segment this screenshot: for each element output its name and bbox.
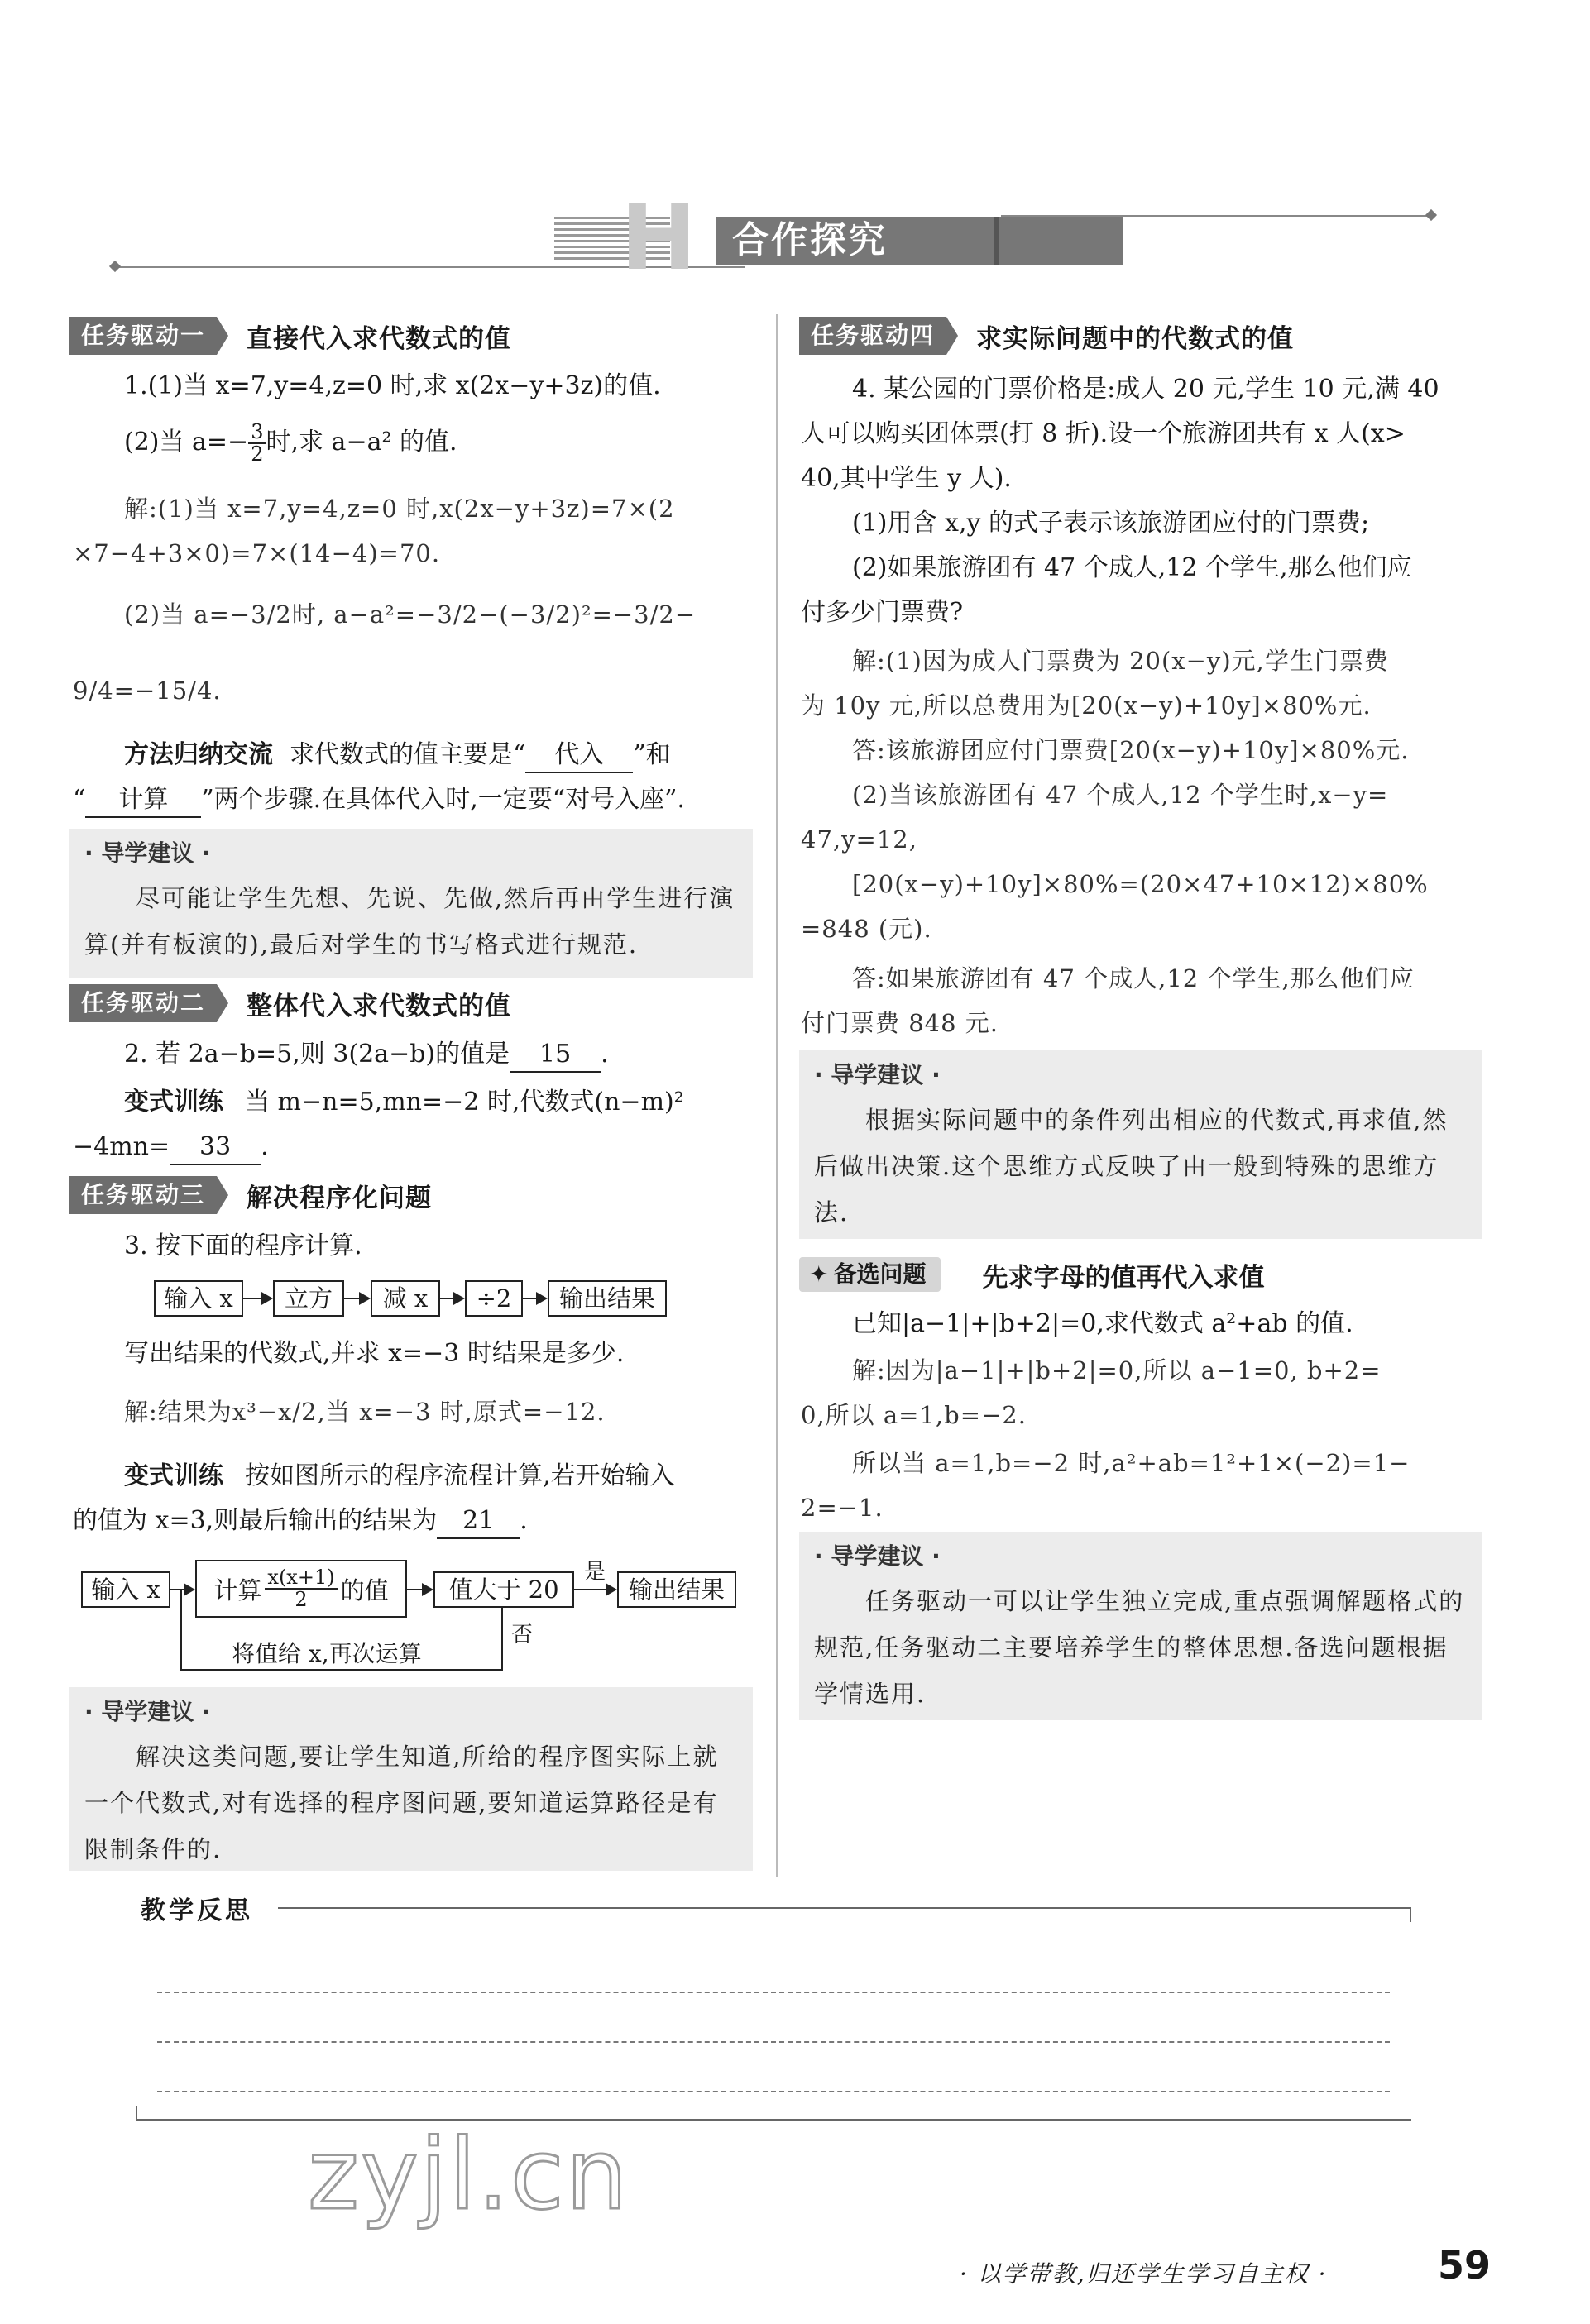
hint-title: · 导学建议 · — [814, 1542, 941, 1570]
banner-title: 合作探究 — [716, 217, 1123, 265]
task3-tag: 任务驱动三 — [69, 1176, 217, 1214]
task4-tag: 任务驱动四 — [799, 317, 946, 355]
task4-q-line2: 人可以购买团体票(打 8 折).设一个旅游团共有 x 人(x> — [801, 419, 1406, 448]
blank-answer: 21 — [437, 1504, 520, 1539]
reflection-left-tick — [136, 2106, 137, 2121]
task3-solution: 解:结果为x³−x/2,当 x=−3 时,原式=−12. — [124, 1398, 606, 1426]
task4-sol-line8: 答:如果旅游团有 47 个成人,12 个学生,那么他们应 — [852, 964, 1415, 992]
task1-title: 直接代入求代数式的值 — [247, 323, 512, 354]
task2-tag: 任务驱动二 — [69, 984, 217, 1022]
method-label: 方法归纳交流 — [124, 740, 273, 769]
flow2-loop-label: 将值给 x,再次运算 — [232, 1640, 422, 1667]
task2-q-text: 2. 若 2a−b=5,则 3(2a−b)的值是 — [124, 1040, 510, 1069]
hint-title: · 导学建议 · — [814, 1061, 941, 1088]
task4-sol-line1: 解:(1)因为成人门票费为 20(x−y)元,学生门票费 — [852, 647, 1389, 675]
extra-sol-line4: 2=−1. — [801, 1494, 884, 1522]
flow2-calc — [195, 1560, 407, 1618]
task1-tag: 任务驱动一 — [69, 317, 217, 355]
frac-den: 2 — [251, 442, 264, 466]
extra-tag-label: 备选问题 — [833, 1260, 927, 1288]
reflection-dashed-line — [157, 2091, 1390, 2092]
task1-hint-box — [69, 829, 753, 978]
task2-question: 2. 若 2a−b=5,则 3(2a−b)的值是 15 . — [124, 1032, 609, 1077]
task1-q2-frac — [248, 419, 266, 466]
flow-box-input: 输入 x — [154, 1280, 243, 1317]
extra-tag — [799, 1257, 941, 1292]
extra-question: 已知|a−1|+|b+2|=0,求代数式 a²+ab 的值. — [852, 1309, 1353, 1338]
footer-slogan: · 以学带教,归还学生学习自主权 · — [960, 2260, 1328, 2288]
task2-variation-line2: −4mn= 33 . — [73, 1125, 269, 1169]
task4-q-line6: 付多少门票费? — [801, 598, 964, 627]
extra-title: 先求字母的值再代入求值 — [982, 1262, 1265, 1293]
task1-q1: 1.(1)当 x=7,y=4,z=0 时,求 x(2x−y+3z)的值. — [124, 371, 661, 400]
hint-text: 任务驱动一可以让学生独立完成,重点强调解题格式的规范,任务驱动二主要培养学生的整体思想.备选问题根据学情选用. — [814, 1587, 1465, 1708]
variation-text: 的值为 x=3,则最后输出的结果为 — [73, 1506, 438, 1535]
task3-variation-line2: 的值为 x=3,则最后输出的结果为 21 . — [73, 1499, 528, 1543]
extra-sol-line3: 所以当 a=1,b=−2 时,a²+ab=1²+1×(−2)=1− — [852, 1449, 1410, 1477]
reflection-label: 教学反思 — [141, 1896, 253, 1925]
task1-q2-post: 时,求 a−a² 的值. — [266, 428, 457, 457]
reflection-dashed-line — [157, 1992, 1390, 1993]
task1-method — [124, 733, 761, 777]
tag-arrow-icon — [217, 984, 228, 1022]
variation-label: 变式训练 — [124, 1088, 223, 1117]
reflection-top-line — [278, 1907, 1411, 1909]
task1-q2-pre: (2)当 a=− — [124, 428, 249, 457]
blank-answer: 33 — [170, 1131, 261, 1165]
flow2-calc-post: 的值 — [340, 1576, 389, 1604]
task4-q-line3: 40,其中学生 y 人). — [801, 464, 1012, 493]
page-number: 59 — [1438, 2243, 1492, 2288]
flow2-calc-pre: 计算 — [213, 1576, 262, 1604]
flow2-loop-down — [501, 1606, 503, 1671]
task1-method-line2 — [73, 777, 685, 822]
task3-variation — [124, 1454, 675, 1499]
column-divider — [776, 314, 778, 1877]
hint-title: · 导学建议 · — [84, 1698, 211, 1725]
extra-header — [799, 1255, 1264, 1294]
hint-text: 解决这类问题,要让学生知道,所给的程序图实际上就一个代数式,对有选择的程序图问题,要知道运算路径是有限制条件的. — [84, 1743, 719, 1863]
extra-sol-line2: 0,所以 a=1,b=−2. — [801, 1401, 1027, 1429]
task1-header — [69, 317, 511, 355]
task1-q2 — [124, 420, 457, 465]
blank-answer: 15 — [510, 1038, 601, 1073]
flow-box-cube: 立方 — [273, 1280, 344, 1317]
task4-q-line4: (1)用含 x,y 的式子表示该旅游团应付的门票费; — [852, 509, 1370, 538]
flow2-no: 否 — [511, 1623, 534, 1647]
blank-answer: 计算 — [85, 783, 201, 818]
task1-sol-1b: ×7−4+3×0)=7×(14−4)=70. — [73, 539, 441, 567]
variation-text: 当 m−n=5,mn=−2 时,代数式(n−m)² — [245, 1088, 684, 1117]
extra-hint-box — [799, 1532, 1482, 1720]
flow-arrow — [242, 1298, 271, 1299]
flow-arrow — [405, 1589, 432, 1590]
banner-dot-right — [1425, 209, 1437, 221]
flow-box-output: 输出结果 — [548, 1280, 667, 1317]
extra-sol-line1: 解:因为|a−1|+|b+2|=0,所以 a−1=0, b+2= — [852, 1356, 1382, 1384]
task4-sol-line5: 47,y=12, — [801, 825, 917, 854]
task3-question: 3. 按下面的程序计算. — [124, 1231, 362, 1260]
flow-arrow — [438, 1298, 463, 1299]
tag-arrow-icon — [217, 317, 228, 355]
variation-text: 按如图所示的程序流程计算,若开始输入 — [245, 1461, 675, 1490]
task4-header — [799, 317, 1294, 355]
task3-question-after: 写出结果的代数式,并求 x=−3 时结果是多少. — [124, 1339, 625, 1368]
method-text: “ — [73, 785, 86, 814]
task4-sol-line4: (2)当该旅游团有 47 个成人,12 个学生时,x−y= — [852, 781, 1389, 809]
flow2-input: 输入 x — [81, 1571, 170, 1608]
flow2-output: 输出结果 — [617, 1571, 736, 1608]
task4-sol-line6: [20(x−y)+10y]×80%=(20×47+10×12)×80% — [852, 870, 1429, 898]
task4-q-line5: (2)如果旅游团有 47 个成人,12 个学生,那么他们应 — [852, 553, 1412, 582]
tag-arrow-icon — [946, 317, 958, 355]
hint-text: 尽可能让学生先想、先说、先做,然后再由学生进行演算(并有板演的),最后对学生的书写格式进行规范. — [84, 884, 735, 959]
flow-box-divide: ÷2 — [465, 1280, 523, 1317]
reflection-right-tick — [1410, 1907, 1411, 1922]
method-text: ”两个步骤.在具体代入时,一定要“对号入座”. — [201, 785, 685, 814]
task1-sol-2b: 9/4=−15/4. — [73, 677, 222, 705]
banner-dot-left — [109, 261, 121, 272]
variation-label: 变式训练 — [124, 1461, 223, 1490]
task1-sol-1: 解:(1)当 x=7,y=4,z=0 时,x(2x−y+3z)=7×(2 — [124, 495, 675, 523]
section-banner — [116, 184, 1439, 290]
reflection-dashed-line — [157, 2041, 1390, 2043]
tag-arrow-icon — [217, 1176, 228, 1214]
footer-watermark: zyjl.cn — [308, 2117, 630, 2231]
frac-num: 3 — [248, 422, 266, 444]
flow-box-minus: 减 x — [371, 1280, 440, 1317]
task2-header — [69, 984, 511, 1022]
blank-answer: 代入 — [525, 739, 633, 773]
frac-num: x(x+1) — [265, 1567, 337, 1590]
task2-title: 整体代入求代数式的值 — [247, 991, 512, 1021]
flow2-yes: 是 — [584, 1560, 606, 1585]
hint-title: · 导学建议 · — [84, 839, 211, 867]
task4-sol-line9: 付门票费 848 元. — [801, 1009, 999, 1037]
banner-end-bar — [994, 217, 999, 265]
task4-sol-line7: =848 (元). — [801, 915, 932, 943]
task4-sol-line3: 答:该旅游团应付门票费[20(x−y)+10y]×80%元. — [852, 736, 1410, 764]
flow-arrow — [342, 1298, 369, 1299]
method-text: 求代数式的值主要是“ — [290, 740, 526, 769]
flow-arrow — [572, 1589, 615, 1590]
method-text: ”和 — [633, 740, 671, 769]
diamond-icon: ✦ — [809, 1260, 829, 1288]
flow-arrow — [521, 1298, 546, 1299]
variation-text: −4mn= — [73, 1132, 170, 1161]
banner-letter: H — [620, 184, 697, 290]
task3-hint-box — [69, 1687, 753, 1871]
task4-hint-box — [799, 1050, 1482, 1239]
task3-title: 解决程序化问题 — [247, 1183, 433, 1213]
task1-sol-2: (2)当 a=−3/2时, a−a²=−3/2−(−3/2)²=−3/2− — [124, 600, 697, 629]
task2-variation — [124, 1080, 684, 1125]
task4-sol-line2: 为 10y 元,所以总费用为[20(x−y)+10y]×80%元. — [801, 691, 1372, 720]
flow2-loop-up — [180, 1589, 182, 1671]
hint-text: 根据实际问题中的条件列出相应的代数式,再求值,然后做出决策.这个思维方式反映了由一般到特殊的思维方法. — [814, 1106, 1449, 1227]
task4-q-line1: 4. 某公园的门票价格是:成人 20 元,学生 10 元,满 40 — [852, 375, 1439, 404]
flow2-loop-bottom — [180, 1669, 503, 1671]
frac-den: 2 — [295, 1588, 308, 1611]
flow2-condition: 值大于 20 — [433, 1571, 574, 1608]
flow2-calc-frac — [265, 1567, 337, 1610]
task4-title: 求实际问题中的代数式的值 — [976, 323, 1295, 354]
task3-header — [69, 1176, 432, 1214]
